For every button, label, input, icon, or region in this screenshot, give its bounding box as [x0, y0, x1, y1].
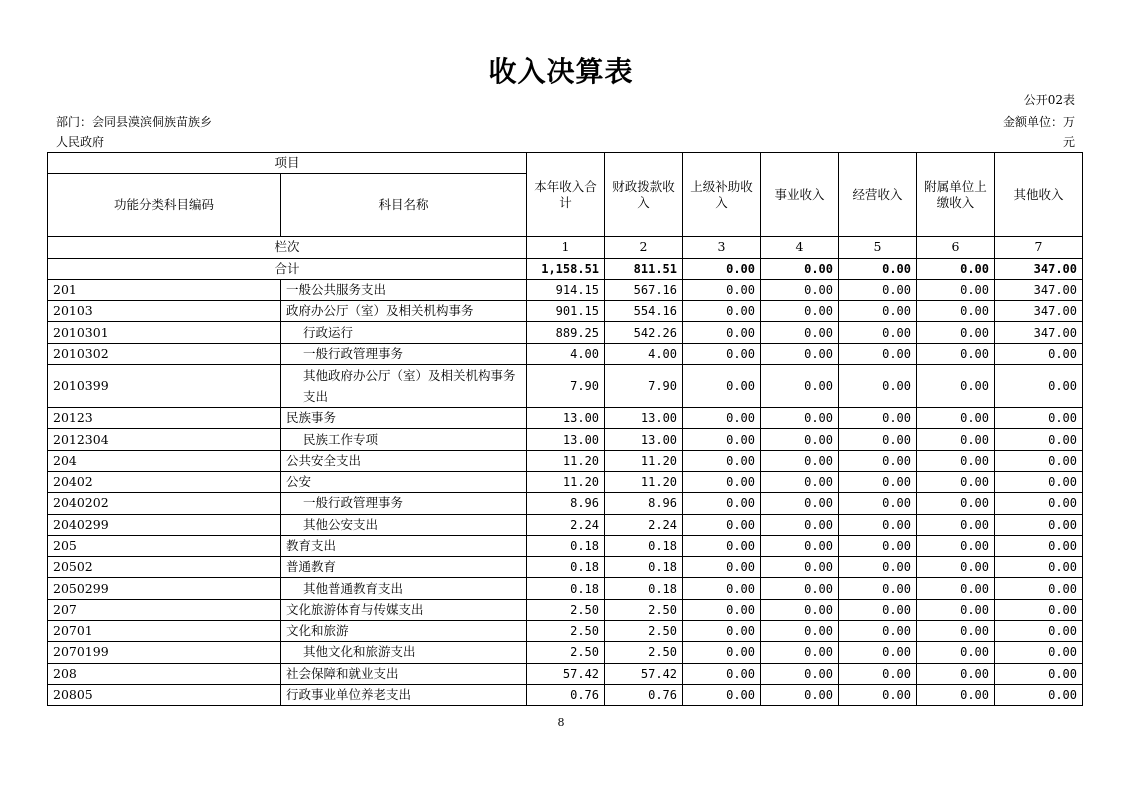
- header-fiscal-appropriation: 财政拨款收入: [605, 153, 683, 237]
- income-value: 0.00: [995, 621, 1083, 642]
- income-value: 0.00: [839, 621, 917, 642]
- income-value: 0.00: [761, 514, 839, 535]
- income-value: 0.00: [839, 365, 917, 408]
- income-value: 0.00: [761, 663, 839, 684]
- income-value: 0.18: [527, 535, 605, 556]
- subject-code: 20805: [48, 684, 281, 705]
- total-row: [48, 258, 1083, 279]
- income-value: 0.00: [839, 493, 917, 514]
- report-title: 收入决算表: [488, 55, 634, 88]
- income-value: 0.00: [683, 493, 761, 514]
- table-row: [48, 343, 1083, 364]
- income-value: 0.00: [839, 578, 917, 599]
- form-number: 公开02表: [1023, 93, 1075, 107]
- subject-code: 20502: [48, 557, 281, 578]
- income-value: 0.00: [761, 535, 839, 556]
- subject-code: 2012304: [48, 429, 281, 450]
- table-row: [48, 301, 1083, 322]
- income-report-table: [47, 152, 1083, 706]
- income-value: 57.42: [605, 663, 683, 684]
- income-value: 0.00: [839, 450, 917, 471]
- income-value: 2.50: [605, 642, 683, 663]
- income-value: 0.00: [683, 621, 761, 642]
- income-value: 0.00: [761, 642, 839, 663]
- income-value: 57.42: [527, 663, 605, 684]
- subject-code: 2040202: [48, 493, 281, 514]
- column-index: 5: [839, 237, 917, 258]
- income-value: 0.00: [995, 663, 1083, 684]
- amount-unit-label: 金额单位：万: [1002, 115, 1075, 129]
- report-body: [48, 153, 1083, 706]
- header-superior-subsidy: 上级补助收入: [683, 153, 761, 237]
- total-value: 0.00: [839, 258, 917, 279]
- income-value: 0.00: [761, 621, 839, 642]
- table-row: [48, 471, 1083, 492]
- income-value: 347.00: [995, 279, 1083, 300]
- income-value: 0.00: [761, 557, 839, 578]
- subject-name: 普通教育: [281, 557, 527, 578]
- income-value: 0.00: [995, 642, 1083, 663]
- income-value: 0.00: [917, 514, 995, 535]
- subject-code: 20701: [48, 621, 281, 642]
- income-value: 0.00: [761, 578, 839, 599]
- income-value: 0.00: [917, 578, 995, 599]
- income-value: 0.76: [527, 684, 605, 705]
- income-value: 0.00: [839, 642, 917, 663]
- income-value: 542.26: [605, 322, 683, 343]
- income-value: 0.00: [839, 557, 917, 578]
- table-row: [48, 279, 1083, 300]
- income-value: 347.00: [995, 322, 1083, 343]
- income-value: 0.00: [917, 493, 995, 514]
- income-value: 2.24: [605, 514, 683, 535]
- income-value: 0.00: [683, 684, 761, 705]
- table-row: [48, 599, 1083, 620]
- subject-name: 社会保障和就业支出: [281, 663, 527, 684]
- subject-code: 2050299: [48, 578, 281, 599]
- income-value: 0.18: [527, 557, 605, 578]
- income-value: 0.00: [917, 322, 995, 343]
- subject-code: 207: [48, 599, 281, 620]
- income-value: 0.00: [683, 450, 761, 471]
- header-affiliated-income: 附属单位上缴收入: [917, 153, 995, 237]
- table-row: [48, 621, 1083, 642]
- column-index-label: 栏次: [48, 237, 527, 258]
- total-label: 合计: [48, 258, 527, 279]
- income-value: 0.00: [995, 599, 1083, 620]
- subject-name: 其他文化和旅游支出: [281, 642, 527, 663]
- subject-code: 20103: [48, 301, 281, 322]
- income-value: 0.00: [917, 535, 995, 556]
- income-value: 2.50: [527, 621, 605, 642]
- income-value: 8.96: [605, 493, 683, 514]
- subject-code: 2040299: [48, 514, 281, 535]
- subject-code: 2010301: [48, 322, 281, 343]
- header-business-income: 事业收入: [761, 153, 839, 237]
- subject-code: 201: [48, 279, 281, 300]
- income-value: 0.00: [683, 557, 761, 578]
- table-row: [48, 493, 1083, 514]
- income-value: 0.00: [839, 429, 917, 450]
- income-value: 2.50: [605, 621, 683, 642]
- income-value: 0.00: [761, 493, 839, 514]
- income-value: 0.00: [761, 684, 839, 705]
- income-value: 0.76: [605, 684, 683, 705]
- income-value: 0.00: [761, 408, 839, 429]
- income-value: 0.00: [839, 514, 917, 535]
- table-row: [48, 450, 1083, 471]
- income-value: 0.00: [683, 471, 761, 492]
- income-value: 0.00: [995, 450, 1083, 471]
- subject-name: 行政运行: [281, 322, 527, 343]
- income-value: 0.00: [839, 408, 917, 429]
- column-index-row: [48, 237, 1083, 258]
- header-operating-income: 经营收入: [839, 153, 917, 237]
- income-value: 0.00: [917, 408, 995, 429]
- income-value: 0.00: [839, 684, 917, 705]
- income-value: 0.00: [839, 663, 917, 684]
- income-value: 889.25: [527, 322, 605, 343]
- income-value: 0.00: [995, 408, 1083, 429]
- header-total-income: 本年收入合计: [527, 153, 605, 237]
- table-row: [48, 514, 1083, 535]
- total-value: 0.00: [917, 258, 995, 279]
- table-row: [48, 663, 1083, 684]
- header-other-income: 其他收入: [995, 153, 1083, 237]
- column-index: 4: [761, 237, 839, 258]
- income-value: 0.00: [917, 684, 995, 705]
- income-value: 0.00: [995, 429, 1083, 450]
- subject-code: 20402: [48, 471, 281, 492]
- subject-code: 2070199: [48, 642, 281, 663]
- income-value: 0.00: [839, 599, 917, 620]
- income-value: 11.20: [605, 471, 683, 492]
- income-value: 0.00: [995, 343, 1083, 364]
- column-index: 2: [605, 237, 683, 258]
- income-value: 0.00: [839, 535, 917, 556]
- income-value: 0.00: [917, 663, 995, 684]
- income-value: 7.90: [605, 365, 683, 408]
- income-value: 11.20: [605, 450, 683, 471]
- income-value: 0.00: [917, 599, 995, 620]
- income-value: 347.00: [995, 301, 1083, 322]
- amount-unit-label-continued: 元: [1062, 135, 1075, 149]
- income-value: 0.00: [761, 471, 839, 492]
- income-value: 0.18: [605, 578, 683, 599]
- subject-code: 20123: [48, 408, 281, 429]
- income-value: 13.00: [605, 408, 683, 429]
- header-name: 科目名称: [281, 174, 527, 237]
- income-value: 0.00: [995, 471, 1083, 492]
- table-row: [48, 642, 1083, 663]
- subject-code: 204: [48, 450, 281, 471]
- subject-name: 一般公共服务支出: [281, 279, 527, 300]
- income-value: 0.00: [995, 514, 1083, 535]
- subject-name: 一般行政管理事务: [281, 343, 527, 364]
- income-value: 0.00: [761, 450, 839, 471]
- header-row-item: [48, 153, 1083, 174]
- subject-code: 2010302: [48, 343, 281, 364]
- income-value: 0.00: [761, 429, 839, 450]
- income-value: 0.00: [995, 535, 1083, 556]
- department-label: 部门：会同县漠滨侗族苗族乡: [56, 115, 213, 129]
- income-value: 0.00: [917, 642, 995, 663]
- income-value: 0.00: [839, 471, 917, 492]
- subject-code: 208: [48, 663, 281, 684]
- income-value: 0.00: [683, 535, 761, 556]
- income-value: 0.00: [683, 642, 761, 663]
- income-value: 13.00: [605, 429, 683, 450]
- income-value: 0.00: [683, 322, 761, 343]
- income-value: 0.00: [917, 301, 995, 322]
- income-value: 0.00: [683, 429, 761, 450]
- income-value: 0.00: [917, 343, 995, 364]
- subject-name: 政府办公厅（室）及相关机构事务: [281, 301, 527, 322]
- income-value: 0.00: [995, 365, 1083, 408]
- table-row: [48, 365, 1083, 408]
- column-index: 1: [527, 237, 605, 258]
- subject-name: 文化旅游体育与传媒支出: [281, 599, 527, 620]
- table-row: [48, 535, 1083, 556]
- income-value: 0.00: [917, 471, 995, 492]
- subject-name: 行政事业单位养老支出: [281, 684, 527, 705]
- income-value: 0.00: [995, 557, 1083, 578]
- income-value: 0.00: [683, 301, 761, 322]
- subject-name: 教育支出: [281, 535, 527, 556]
- income-value: 0.00: [917, 450, 995, 471]
- income-value: 0.18: [527, 578, 605, 599]
- page-number: 8: [557, 716, 565, 729]
- table-row: [48, 408, 1083, 429]
- income-value: 0.00: [683, 514, 761, 535]
- income-value: 0.00: [761, 301, 839, 322]
- income-value: 0.00: [839, 301, 917, 322]
- subject-name: 公共安全支出: [281, 450, 527, 471]
- income-value: 0.00: [917, 365, 995, 408]
- income-value: 0.00: [995, 684, 1083, 705]
- income-value: 0.00: [917, 621, 995, 642]
- income-value: 0.00: [995, 578, 1083, 599]
- income-value: 0.00: [995, 493, 1083, 514]
- subject-name: 其他政府办公厅（室）及相关机构事务支出: [281, 365, 527, 408]
- income-value: 0.00: [761, 365, 839, 408]
- income-value: 0.00: [683, 408, 761, 429]
- department-label-continued: 人民政府: [56, 135, 105, 149]
- income-value: 0.00: [683, 599, 761, 620]
- total-value: 1,158.51: [527, 258, 605, 279]
- total-value: 811.51: [605, 258, 683, 279]
- table-row: [48, 578, 1083, 599]
- total-value: 0.00: [683, 258, 761, 279]
- header-item: 项目: [48, 153, 527, 174]
- income-value: 4.00: [605, 343, 683, 364]
- income-value: 0.00: [839, 343, 917, 364]
- income-value: 0.00: [683, 343, 761, 364]
- subject-code: 2010399: [48, 365, 281, 408]
- subject-name: 一般行政管理事务: [281, 493, 527, 514]
- income-value: 2.50: [605, 599, 683, 620]
- subject-name: 民族工作专项: [281, 429, 527, 450]
- income-value: 0.00: [683, 279, 761, 300]
- subject-name: 公安: [281, 471, 527, 492]
- subject-name: 其他普通教育支出: [281, 578, 527, 599]
- income-value: 7.90: [527, 365, 605, 408]
- income-value: 0.00: [839, 279, 917, 300]
- income-value: 2.50: [527, 642, 605, 663]
- subject-code: 205: [48, 535, 281, 556]
- income-value: 0.00: [761, 322, 839, 343]
- income-value: 0.00: [683, 663, 761, 684]
- table-row: [48, 322, 1083, 343]
- income-value: 567.16: [605, 279, 683, 300]
- income-value: 13.00: [527, 408, 605, 429]
- table-row: [48, 557, 1083, 578]
- header-code: 功能分类科目编码: [48, 174, 281, 237]
- income-value: 2.50: [527, 599, 605, 620]
- income-value: 0.00: [683, 578, 761, 599]
- income-value: 901.15: [527, 301, 605, 322]
- total-value: 0.00: [761, 258, 839, 279]
- income-value: 0.00: [761, 599, 839, 620]
- income-value: 0.00: [917, 279, 995, 300]
- income-value: 2.24: [527, 514, 605, 535]
- table-row: [48, 429, 1083, 450]
- table-row: [48, 684, 1083, 705]
- income-value: 554.16: [605, 301, 683, 322]
- income-value: 0.18: [605, 535, 683, 556]
- income-value: 0.00: [683, 365, 761, 408]
- income-value: 0.00: [761, 343, 839, 364]
- income-value: 4.00: [527, 343, 605, 364]
- subject-name: 文化和旅游: [281, 621, 527, 642]
- column-index: 6: [917, 237, 995, 258]
- income-value: 0.00: [917, 429, 995, 450]
- income-value: 0.00: [839, 322, 917, 343]
- income-value: 13.00: [527, 429, 605, 450]
- total-value: 347.00: [995, 258, 1083, 279]
- income-value: 11.20: [527, 471, 605, 492]
- column-index: 7: [995, 237, 1083, 258]
- income-value: 8.96: [527, 493, 605, 514]
- income-value: 0.18: [605, 557, 683, 578]
- income-value: 0.00: [917, 557, 995, 578]
- subject-name: 民族事务: [281, 408, 527, 429]
- subject-name: 其他公安支出: [281, 514, 527, 535]
- income-value: 914.15: [527, 279, 605, 300]
- income-value: 0.00: [761, 279, 839, 300]
- income-value: 11.20: [527, 450, 605, 471]
- column-index: 3: [683, 237, 761, 258]
